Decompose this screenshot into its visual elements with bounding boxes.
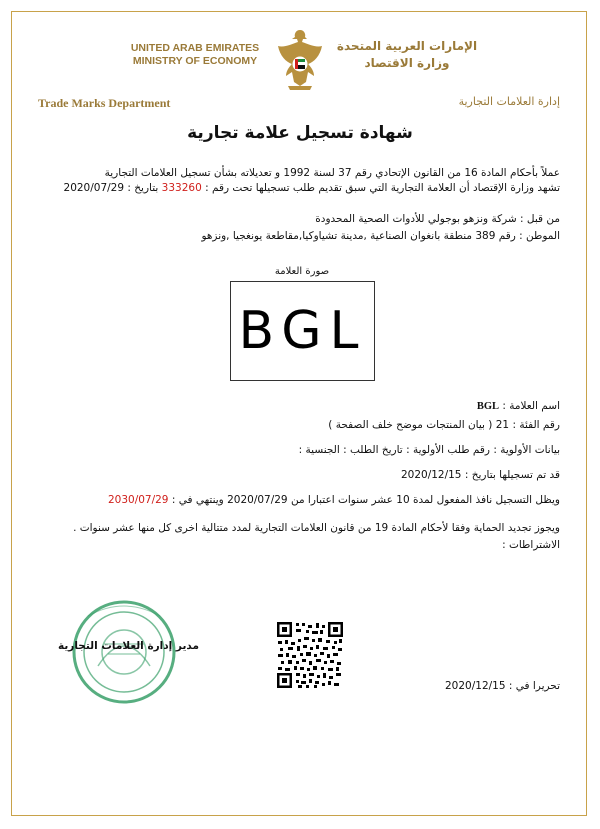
intro-line-1: عملاً بأحكام المادة 16 من القانون الإتحادي رقم 37 لسنة 1992 و تعديلاته بشأن تسجيل العلامات التجارية — [104, 167, 560, 179]
country-name-en: UNITED ARAB EMIRATES — [130, 42, 260, 54]
renewal-line: ويجوز تجديد الحماية وفقا لأحكام المادة 19 من قانون العلامات التجارية لمدد متتالية اخرى كل منها عشر سنوات . — [73, 522, 560, 534]
signatory-title: مدير إدارة العلامات التجارية — [58, 640, 199, 652]
conditions-label: الاشتراطات : — [502, 539, 560, 551]
class-label: رقم الفئة : — [512, 419, 560, 431]
class-value: 21 ( بيان المنتجات موضح خلف الصفحة ) — [328, 419, 510, 431]
validity-end-label: وينتهي في : — [171, 494, 224, 506]
address-line — [201, 229, 560, 243]
address-label: الموطن : — [519, 230, 560, 242]
mark-name-label: اسم العلامة : — [502, 400, 560, 412]
department-name-en: Trade Marks Department — [38, 96, 171, 110]
ministry-name-en: MINISTRY OF ECONOMY — [132, 55, 258, 67]
applicant-line — [315, 212, 560, 226]
mark-name-line — [477, 399, 560, 414]
issued-date: 2020/12/15 — [445, 680, 506, 692]
applicant-name: شركة ونزهو بوجولي للأدوات الصحية المحدودة — [315, 213, 517, 225]
trademark-image — [230, 281, 375, 381]
application-date: 2020/07/29 — [63, 182, 125, 194]
registered-date: 2020/12/15 — [400, 469, 462, 481]
application-number: 333260 — [161, 182, 202, 194]
department-name-ar: إدارة العلامات التجارية — [458, 95, 560, 108]
address-value: رقم 389 منطقة بانغوان الصناعية ,مدينة تشياوكيا,مقاطعة يونغجيا ,ونزهو — [201, 230, 516, 242]
expiry-date: 2030/07/29 — [107, 494, 169, 506]
country-name-ar: الإمارات العربية المتحدة — [336, 39, 478, 53]
issued-line — [445, 679, 560, 693]
validity-text: ويظل التسجيل نافذ المفعول لمدة 10 عشر سنوات اعتبارا من — [290, 494, 560, 506]
intro-line-2 — [64, 181, 560, 195]
uae-emblem-icon — [274, 26, 326, 94]
validity-start-date: 2020/07/29 — [227, 494, 288, 506]
header-arabic — [332, 38, 482, 72]
trademark-logo-text: BGL — [238, 301, 367, 361]
validity-line — [108, 493, 560, 507]
header-english — [120, 42, 270, 68]
registered-line — [401, 468, 560, 482]
qr-code-icon — [276, 621, 344, 689]
ministry-name-ar: وزارة الاقتصاد — [364, 56, 450, 70]
mark-name-value: BGL — [476, 401, 500, 412]
intro-date-label: بتاريخ : — [127, 182, 159, 194]
applicant-label: من قبل : — [520, 213, 560, 225]
mark-image-label: صورة العلامة — [274, 266, 330, 277]
certificate-title: شهادة تسجيل علامة تجارية — [187, 123, 413, 143]
intro-application-text: تشهد وزارة الإقتصاد أن العلامة التجارية التي سبق تقديم طلب تسجيلها تحت رقم : — [205, 182, 560, 194]
issued-label: تحريرا في : — [508, 680, 560, 692]
priority-line: بيانات الأولوية : رقم طلب الأولوية : تاريخ الطلب : الجنسية : — [298, 444, 560, 456]
official-stamp-icon — [68, 596, 180, 708]
class-line — [328, 418, 560, 432]
registered-label: قد تم تسجيلها بتاريخ : — [464, 469, 560, 481]
